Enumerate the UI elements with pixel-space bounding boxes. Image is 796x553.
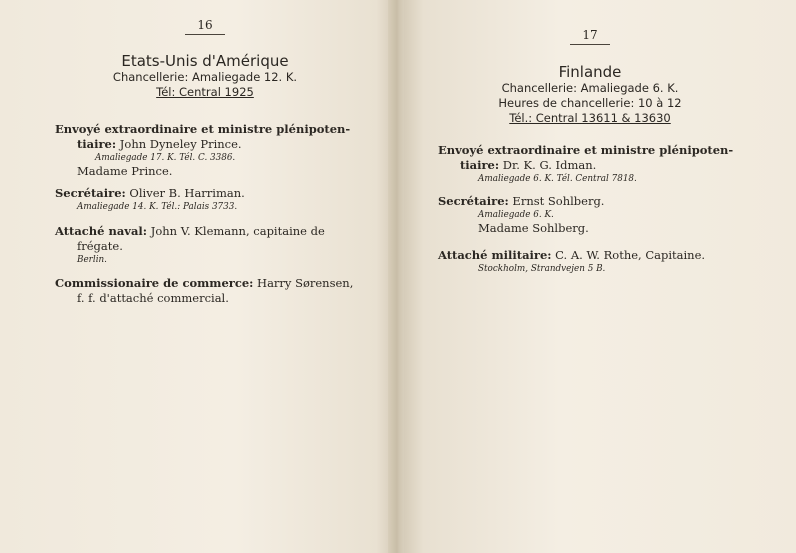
right-secretary-extra: Madame Sohlberg. xyxy=(478,221,589,235)
left-naval-name: John V. Klemann, capitaine de xyxy=(150,224,325,238)
right-envoy-address: Amaliegade 6. K. Tél. Central 7818. xyxy=(478,174,637,184)
right-secretary-address: Amaliegade 6. K. xyxy=(478,210,554,220)
right-chancellery: Chancellerie: Amaliegade 6. K. xyxy=(501,81,679,95)
left-header xyxy=(60,52,350,100)
right-entry-envoy xyxy=(438,143,733,185)
right-page-number-rule xyxy=(570,44,610,45)
right-secretary-name: Ernst Sohlberg. xyxy=(512,194,605,208)
left-entry-secretary xyxy=(55,186,245,213)
left-page-number xyxy=(185,18,225,35)
left-envoy-label: tiaire: xyxy=(77,137,117,151)
left-chancellery: Chancellerie: Amaliegade 12. K. xyxy=(112,70,298,84)
left-envoy-address: Amaliegade 17. K. Tél. C. 3386. xyxy=(95,153,236,163)
right-secretary-label: Secrétaire: xyxy=(438,194,509,208)
right-header xyxy=(445,63,735,126)
right-page-number-text: 17 xyxy=(582,28,598,42)
left-naval-name-cont: frégate. xyxy=(77,239,123,253)
left-envoy-extra: Madame Prince. xyxy=(77,164,173,178)
left-secretary-name: Oliver B. Harriman. xyxy=(129,186,245,200)
right-phone: Tél.: Central 13611 & 13630 xyxy=(509,111,671,125)
left-page-number-text: 16 xyxy=(197,18,213,32)
left-commerce-name-cont: f. f. d'attaché commercial. xyxy=(77,291,229,305)
right-envoy-title-line1: Envoyé extraordinaire et ministre plénipoten- xyxy=(438,143,734,157)
left-entry-naval-attache xyxy=(55,224,325,266)
left-envoy-name: John Dyneley Prince. xyxy=(119,137,242,151)
left-page-number-rule xyxy=(185,34,225,35)
left-secretary-address: Amaliegade 14. K. Tél.: Palais 3733. xyxy=(77,202,238,212)
right-page-number xyxy=(570,28,610,45)
right-envoy-name: Dr. K. G. Idman. xyxy=(502,158,597,172)
right-hours: Heures de chancellerie: 10 à 12 xyxy=(498,96,682,110)
left-naval-label: Attaché naval: xyxy=(55,224,148,238)
left-commerce-label: Commissionaire de commerce: xyxy=(55,276,254,290)
left-phone: Tél: Central 1925 xyxy=(156,85,254,99)
right-military-label: Attaché militaire: xyxy=(438,248,552,262)
right-country-title: Finlande xyxy=(558,63,622,81)
right-envoy-label: tiaire: xyxy=(460,158,500,172)
left-entry-envoy xyxy=(55,122,350,179)
right-entry-secretary xyxy=(438,194,604,236)
left-commerce-name: Harry Sørensen, xyxy=(257,276,354,290)
left-secretary-label: Secrétaire: xyxy=(55,186,126,200)
left-envoy-title-line1: Envoyé extraordinaire et ministre plénipoten- xyxy=(55,122,351,136)
left-naval-address: Berlin. xyxy=(77,255,107,265)
left-country-title: Etats-Unis d'Amérique xyxy=(121,52,289,70)
right-entry-military-attache xyxy=(438,248,705,275)
right-military-address: Stockholm, Strandvejen 5 B. xyxy=(478,264,606,274)
right-military-name: C. A. W. Rothe, Capitaine. xyxy=(555,248,706,262)
left-entry-commerce xyxy=(55,276,353,306)
